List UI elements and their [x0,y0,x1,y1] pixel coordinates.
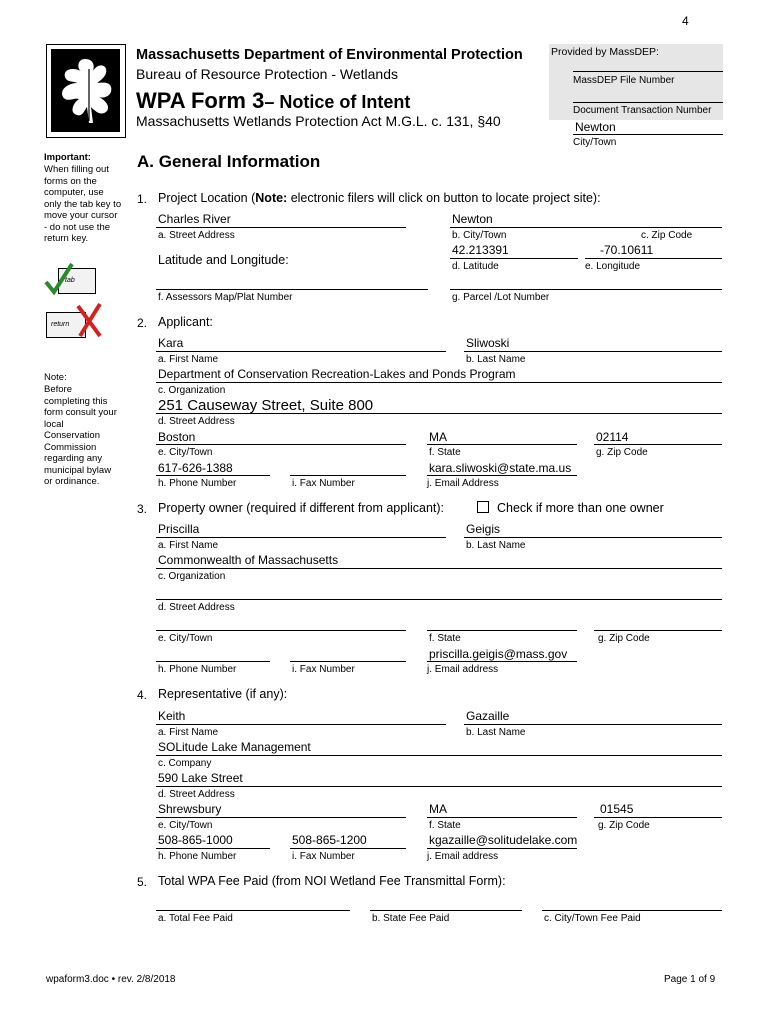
latitude-value[interactable]: 42.213391 [452,243,509,257]
note-text: Before completing this form consult your local Conservation Commission regarding any municipal bylaw or ordinance. [44,384,117,487]
bureau-name: Bureau of Resource Protection - Wetlands [136,66,398,82]
rep-first-label: a. First Name [158,727,219,738]
multiple-owners-label: Check if more than one owner [497,501,664,515]
rep-zip-value[interactable]: 01545 [600,802,634,816]
q2-text: Applicant: [158,315,213,329]
applicant-state-label: f. State [429,447,461,458]
applicant-phone-value[interactable]: 617-626-1388 [158,461,233,475]
provided-city-label: City/Town [573,137,617,148]
rep-first-value[interactable]: Keith [158,709,186,723]
applicant-org-value[interactable]: Department of Conservation Recreation-Lakes and Ponds Program [158,367,516,381]
owner-email-label: j. Email address [427,664,499,675]
rep-zip-label: g. Zip Code [598,820,650,831]
owner-last-value[interactable]: Geigis [466,522,501,536]
q1-text: Project Location (Note: electronic filers will click on button to locate project site): [158,191,601,205]
applicant-state-value[interactable]: MA [429,430,447,444]
applicant-last-label: b. Last Name [466,354,526,365]
state-fee-label: b. State Fee Paid [372,913,450,924]
rep-last-value[interactable]: Gazaille [466,709,510,723]
owner-state-label: f. State [429,633,461,644]
applicant-email-value[interactable]: kara.sliwoski@state.ma.us [429,461,572,475]
rep-phone-label: h. Phone Number [158,851,237,862]
q4-text: Representative (if any): [158,687,288,701]
longitude-label: e. Longitude [585,261,641,272]
rep-email-label: j. Email address [427,851,499,862]
file-number-label: MassDEP File Number [573,75,675,86]
city-fee-label: c. City/Town Fee Paid [544,913,641,924]
project-zip-label: c. Zip Code [641,230,693,241]
project-street-value[interactable]: Charles River [158,212,231,226]
form-title: WPA Form 3– Notice of Intent [136,88,411,113]
rep-last-label: b. Last Name [466,727,526,738]
rep-fax-value[interactable]: 508-865-1200 [292,833,367,847]
doc-tx-label: Document Transaction Number [573,105,712,116]
owner-street-label: d. Street Address [158,602,235,613]
q5-text: Total WPA Fee Paid (from NOI Wetland Fee Transmittal Form): [158,874,506,888]
q4-number: 4. [137,688,148,702]
x-mark-icon [74,302,104,338]
applicant-city-label: e. City/Town [158,447,213,458]
parcel-lot-label: g. Parcel /Lot Number [452,292,550,303]
important-text: When filling out forms on the computer, use only the tab key to move your cursor - do not use the return key. [44,164,122,244]
rep-phone-value[interactable]: 508-865-1000 [158,833,233,847]
owner-first-value[interactable]: Priscilla [158,522,200,536]
page-number: 4 [682,14,689,28]
footer-page-count: Page 1 of 9 [664,974,716,985]
total-fee-label: a. Total Fee Paid [158,913,233,924]
oak-leaf-icon [47,45,124,136]
applicant-email-label: j. Email Address [427,478,499,489]
applicant-fax-label: i. Fax Number [292,478,355,489]
owner-first-label: a. First Name [158,540,219,551]
applicant-phone-label: h. Phone Number [158,478,237,489]
applicant-street-value[interactable]: 251 Causeway Street, Suite 800 [158,397,374,414]
latlong-label: Latitude and Longitude: [158,253,289,267]
applicant-zip-label: g. Zip Code [596,447,648,458]
owner-zip-label: g. Zip Code [598,633,650,644]
provided-by-label: Provided by MassDEP: [551,46,659,58]
owner-city-label: e. City/Town [158,633,213,644]
rep-street-value[interactable]: 590 Lake Street [158,771,243,785]
longitude-value[interactable]: -70.10611 [600,243,654,257]
q3-number: 3. [137,502,148,516]
project-city-value[interactable]: Newton [452,212,493,226]
project-city-label: b. City/Town [452,230,507,241]
important-title: Important: [44,152,91,163]
rep-company-value[interactable]: SOLitude Lake Management [158,740,311,754]
rep-company-label: c. Company [158,758,212,769]
rep-state-label: f. State [429,820,461,831]
multiple-owners-checkbox[interactable] [477,501,489,513]
owner-fax-label: i. Fax Number [292,664,355,675]
dept-name: Massachusetts Department of Environmental Protection [136,47,523,63]
rep-city-value[interactable]: Shrewsbury [158,802,222,816]
rep-street-label: d. Street Address [158,789,235,800]
applicant-street-label: d. Street Address [158,416,235,427]
return-key-icon: return [46,312,86,338]
q1-number: 1. [137,192,148,206]
tab-key-icon: tab [58,268,96,294]
map-plat-label: f. Assessors Map/Plat Number [158,292,293,303]
applicant-first-label: a. First Name [158,354,219,365]
section-a-title: A. General Information [137,152,321,171]
owner-last-label: b. Last Name [466,540,526,551]
applicant-last-value[interactable]: Sliwoski [466,336,510,350]
rep-state-value[interactable]: MA [429,802,447,816]
rep-email-value[interactable]: kgazaille@solitudelake.com [429,833,578,847]
q5-number: 5. [137,875,148,889]
footer-doc-info: wpaform3.doc • rev. 2/8/2018 [46,974,176,985]
project-street-label: a. Street Address [158,230,235,241]
q2-number: 2. [137,316,148,330]
q3-text: Property owner (required if different from applicant): [158,501,445,515]
owner-org-label: c. Organization [158,571,226,582]
owner-email-value[interactable]: priscilla.geigis@mass.gov [429,647,568,661]
act-citation: Massachusetts Wetlands Protection Act M.G.L. c. 131, §40 [136,113,501,129]
massdep-logo [46,44,126,138]
owner-phone-label: h. Phone Number [158,664,237,675]
rep-city-label: e. City/Town [158,820,213,831]
rep-fax-label: i. Fax Number [292,851,355,862]
latitude-label: d. Latitude [452,261,499,272]
applicant-first-value[interactable]: Kara [158,336,184,350]
provided-city-value[interactable]: Newton [575,120,616,134]
applicant-city-value[interactable]: Boston [158,430,196,444]
owner-org-value[interactable]: Commonwealth of Massachusetts [158,553,339,567]
applicant-org-label: c. Organization [158,385,226,396]
note-title: Note: [44,372,67,383]
checkmark-icon [44,262,74,296]
applicant-zip-value[interactable]: 02114 [596,430,629,444]
